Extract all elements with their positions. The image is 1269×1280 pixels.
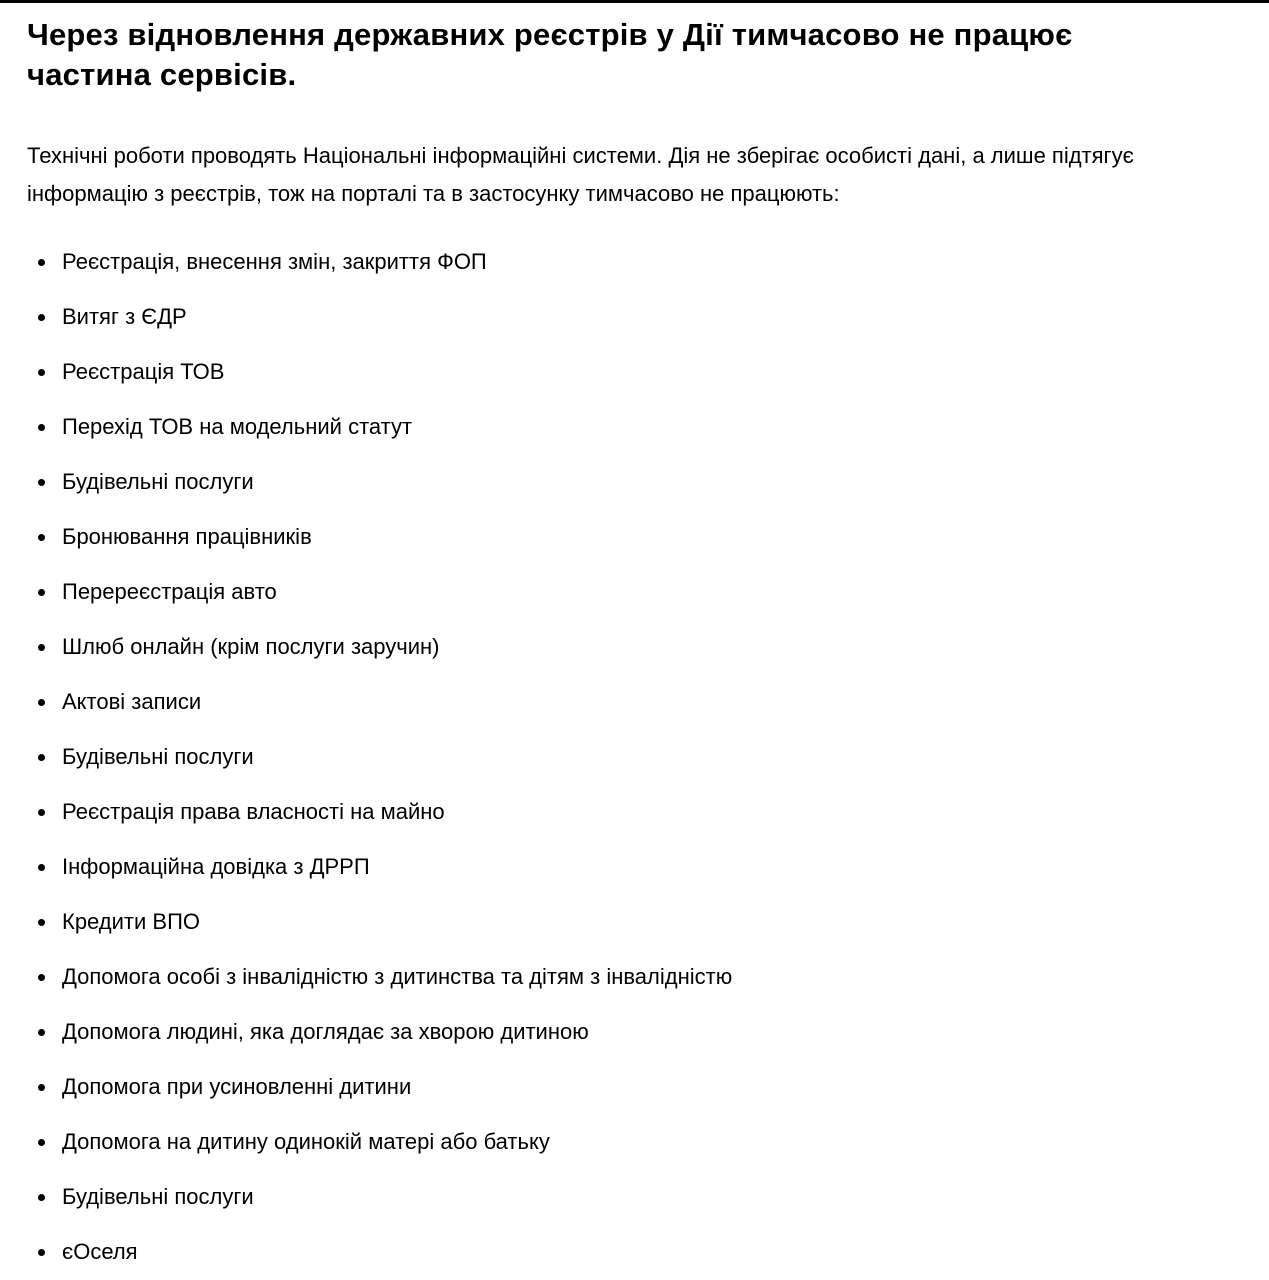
bullet-dot-icon (38, 919, 45, 926)
list-item (27, 1074, 1242, 1100)
bullet-dot-icon (38, 1249, 45, 1256)
list-item-label: Витяг з ЄДР (62, 304, 187, 329)
bullet-dot-icon (38, 369, 45, 376)
list-item-label: Допомога на дитину одинокій матері або батьку (62, 1129, 550, 1154)
announcement-body (0, 3, 1269, 1265)
bullet-dot-icon (38, 974, 45, 981)
bullet-dot-icon (38, 424, 45, 431)
bullet-dot-icon (38, 864, 45, 871)
bullet-dot-icon (38, 479, 45, 486)
bullet-dot-icon (38, 1029, 45, 1036)
list-item (27, 964, 1242, 990)
bullet-dot-icon (38, 1139, 45, 1146)
list-item-label: Інформаційна довідка з ДРРП (62, 854, 370, 879)
list-item-label: Будівельні послуги (62, 1184, 254, 1209)
bullet-dot-icon (38, 534, 45, 541)
list-item (27, 744, 1242, 770)
bullet-dot-icon (38, 259, 45, 266)
list-item (27, 634, 1242, 660)
list-item (27, 1239, 1242, 1265)
bullet-dot-icon (38, 699, 45, 706)
list-item-label: Перереєстрація авто (62, 579, 277, 604)
list-item (27, 689, 1242, 715)
list-item (27, 524, 1242, 550)
list-item (27, 304, 1242, 330)
list-item-label: Реєстрація ТОВ (62, 359, 225, 384)
bullet-dot-icon (38, 314, 45, 321)
list-item-label: Реєстрація, внесення змін, закриття ФОП (62, 249, 487, 274)
list-item-label: Кредити ВПО (62, 909, 201, 934)
intro-paragraph: Технічні роботи проводять Національні інформаційні системи. Дія не зберігає особисті дані, а лише підтягує інформацію з реєстрів, тож на порталі та в застосунку тимчасово не працюють: (27, 143, 1134, 206)
bullet-dot-icon (38, 754, 45, 761)
list-item-label: Актові записи (62, 689, 202, 714)
list-item (27, 909, 1242, 935)
bullet-dot-icon (38, 1194, 45, 1201)
bullet-dot-icon (38, 809, 45, 816)
bullet-dot-icon (38, 589, 45, 596)
list-item-label: Допомога при усиновленні дитини (62, 1074, 412, 1099)
bullet-dot-icon (38, 644, 45, 651)
list-item-label: Допомога особі з інвалідністю з дитинства та дітям з інвалідністю (62, 964, 733, 989)
unavailable-services-list (27, 249, 1242, 1265)
list-item-label: єОселя (62, 1239, 138, 1264)
list-item (27, 469, 1242, 495)
list-item (27, 249, 1242, 275)
list-item (27, 1184, 1242, 1210)
page-title: Через відновлення державних реєстрів у Дії тимчасово не працює частина сервісів. (27, 17, 1073, 92)
list-item-label: Будівельні послуги (62, 469, 254, 494)
list-item-label: Шлюб онлайн (крім послуги заручин) (62, 634, 440, 659)
list-item (27, 799, 1242, 825)
list-item-label: Допомога людині, яка доглядає за хворою дитиною (62, 1019, 589, 1044)
list-item-label: Бронювання працівників (62, 524, 312, 549)
bullet-dot-icon (38, 1084, 45, 1091)
list-item (27, 414, 1242, 440)
list-item (27, 359, 1242, 385)
list-item (27, 1019, 1242, 1045)
list-item (27, 854, 1242, 880)
list-item-label: Будівельні послуги (62, 744, 254, 769)
list-item (27, 1129, 1242, 1155)
list-item-label: Реєстрація права власності на майно (62, 799, 445, 824)
list-item-label: Перехід ТОВ на модельний статут (62, 414, 413, 439)
list-item (27, 579, 1242, 605)
